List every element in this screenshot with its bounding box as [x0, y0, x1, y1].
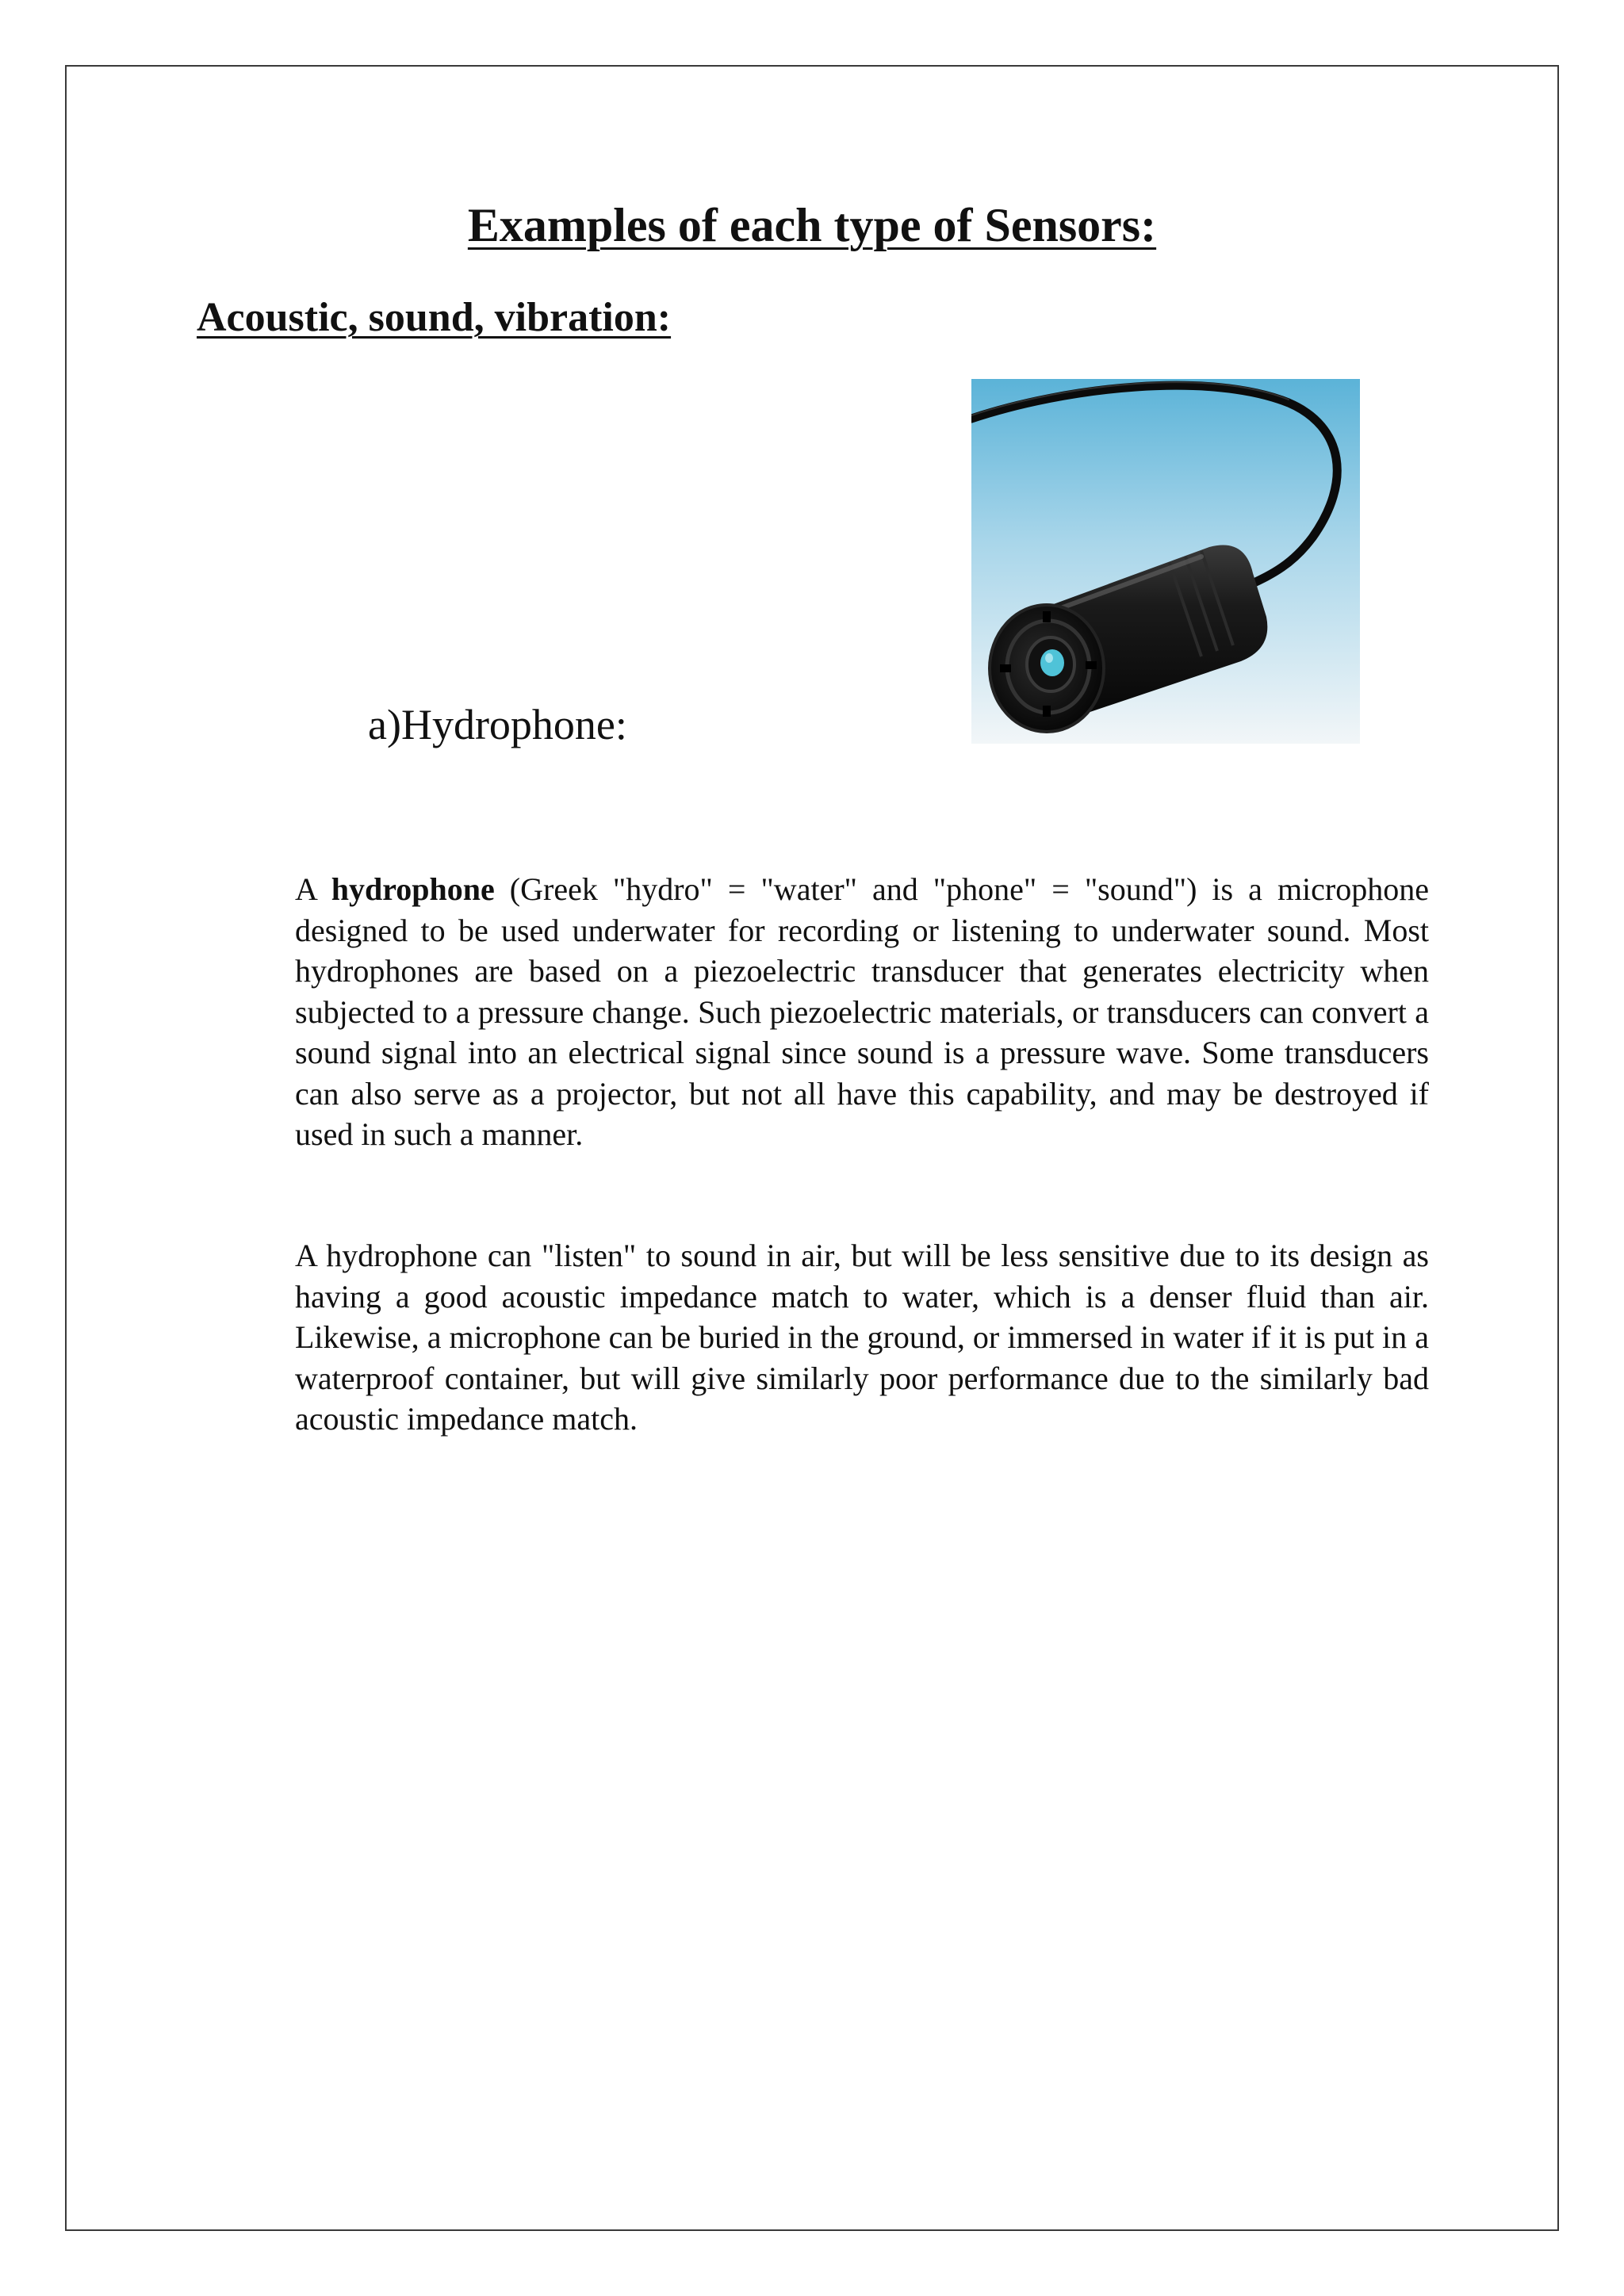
hydrophone-photo	[971, 379, 1360, 744]
term-hydrophone: hydrophone	[331, 871, 495, 907]
page-title: Examples of each type of Sensors:	[467, 199, 1157, 251]
paragraph-hydrophone-definition	[295, 869, 1429, 1155]
paragraph-lead: A	[295, 871, 331, 907]
subsection-label: a)Hydrophone:	[368, 701, 627, 748]
section-heading: Acoustic, sound, vibration:	[197, 295, 672, 340]
paragraph-hydrophone-in-air: A hydrophone can "listen" to sound in air, but will be less sensitive due to its design as having a good acoustic impedance match to water, which is a denser fluid than air. Likewise, a microphone can be buried in the ground, or immersed in water if it is put in a waterproof container, but will give similarly poor performance due to the similarly bad acoustic impedance match.	[295, 1238, 1429, 1437]
paragraph-text: (Greek "hydro" = "water" and "phone" = "sound") is a microphone designed to be used underwater for recording or listening to underwater sound. Most hydrophones are based on a piezoelectric transducer that generates electricity when subjected to a pressure change. Such piezoelectric materials, or transducers can convert a sound signal into an electrical signal since sound is a pressure wave. Some transducers can also serve as a projector, but not all have this capability, and may be destroyed if used in such a manner.	[295, 871, 1430, 1152]
hydrophone-photo-graphic	[971, 379, 1360, 744]
